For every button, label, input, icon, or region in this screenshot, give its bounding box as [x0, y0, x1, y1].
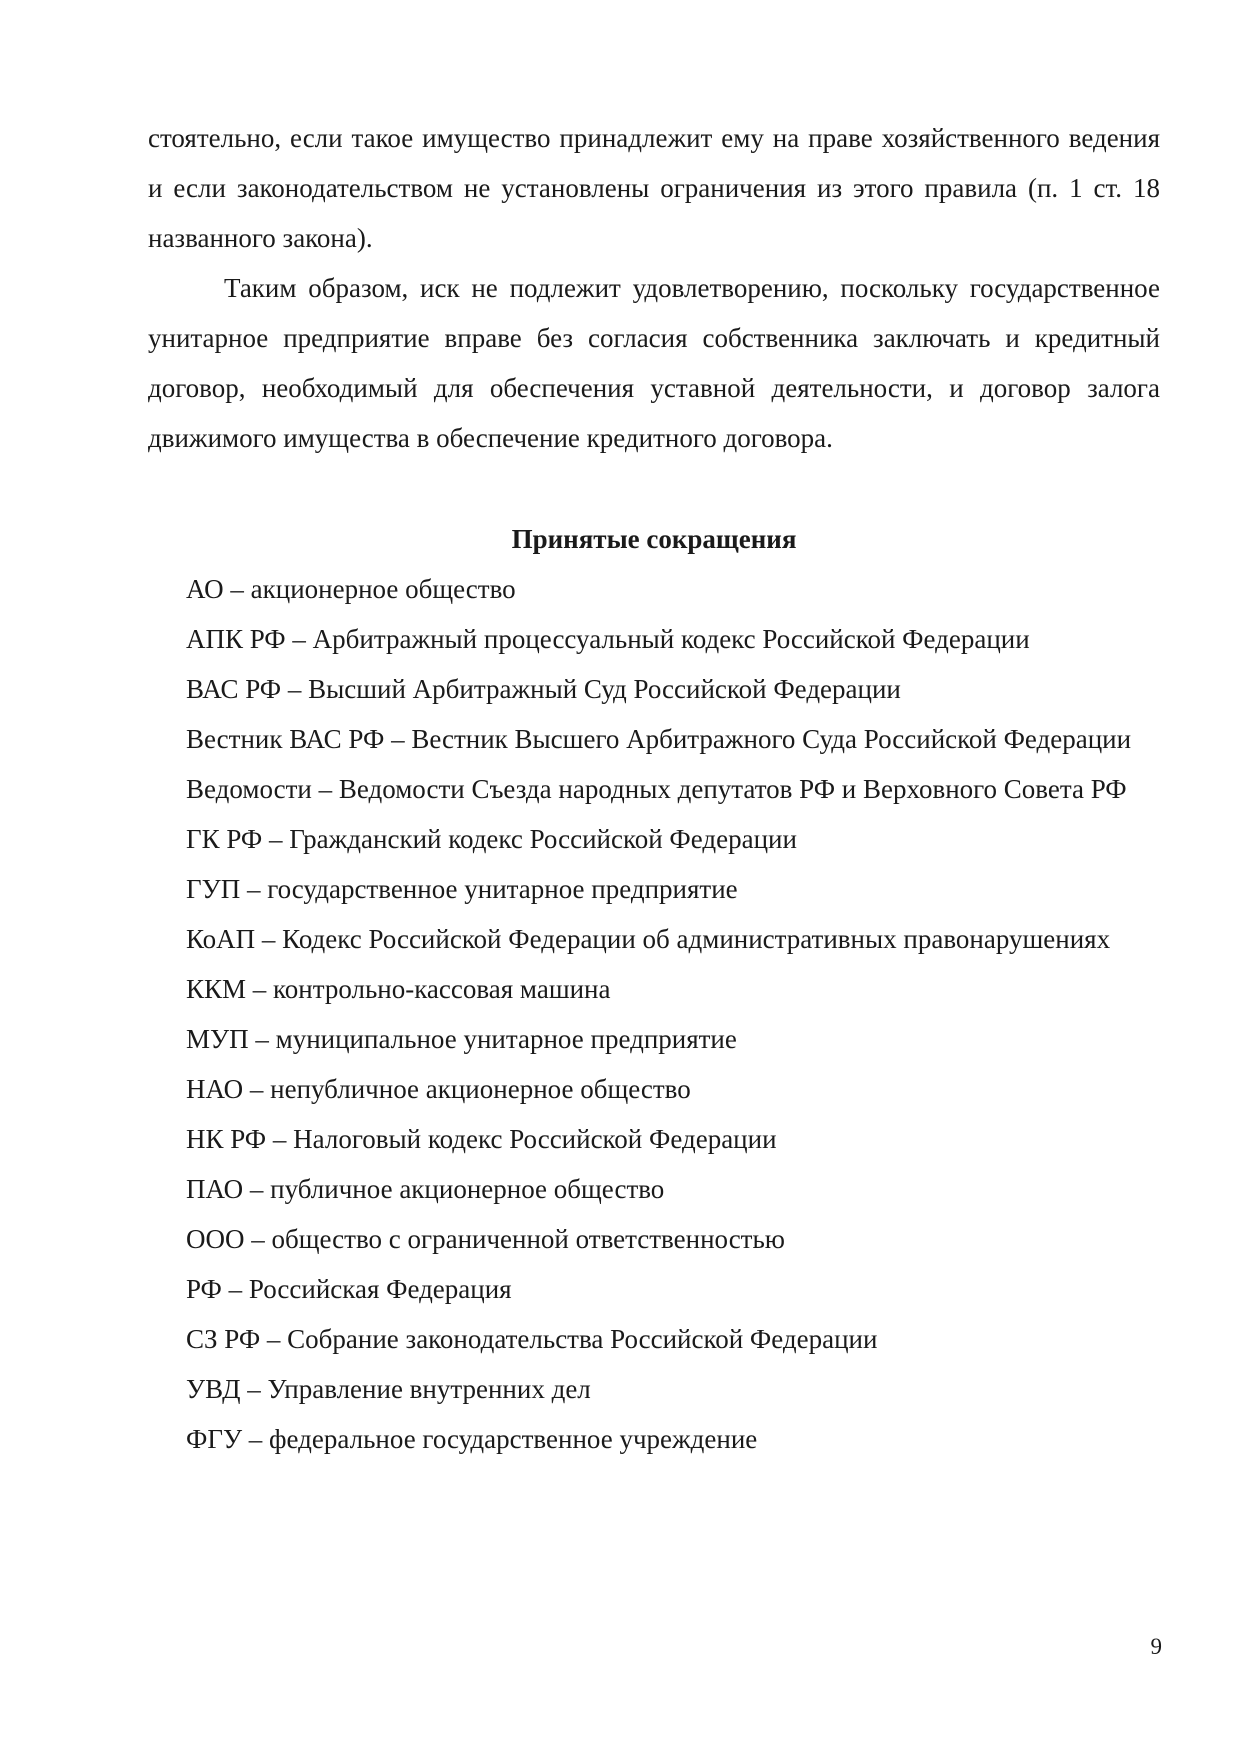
abbreviation-item: ККМ – контрольно-кассовая машина [186, 974, 611, 1004]
abbreviation-item: УВД – Управление внутренних дел [186, 1374, 591, 1404]
abbreviation-item: ООО – общество с ограниченной ответственностью [186, 1224, 785, 1254]
abbreviation-item: ГК РФ – Гражданский кодекс Российской Федерации [186, 824, 797, 854]
abbreviation-item: ГУП – государственное унитарное предприятие [186, 874, 738, 904]
abbreviations-list [148, 564, 1160, 1464]
abbreviation-item: НАО – непубличное акционерное общество [186, 1074, 691, 1104]
abbreviation-item: ФГУ – федеральное государственное учреждение [186, 1424, 758, 1454]
body-paragraph-2: Таким образом, иск не подлежит удовлетворению, поскольку государственное унитарное предприятие вправе без согласия собственника заключать и кредитный договор, необходимый для обеспечения уставной деятельности, и договор залога движимого имущества в обеспечение кредитного договора. [148, 273, 1160, 453]
abbreviation-item: ВАС РФ – Высший Арбитражный Суд Российской Федерации [186, 674, 901, 704]
abbreviation-item: СЗ РФ – Собрание законодательства Российской Федерации [186, 1324, 878, 1354]
abbreviation-item: ПАО – публичное акционерное общество [186, 1174, 665, 1204]
abbreviations-heading: Принятые сокращения [511, 524, 797, 554]
abbreviation-item: АПК РФ – Арбитражный процессуальный кодекс Российской Федерации [186, 624, 1030, 654]
abbreviation-item: КоАП – Кодекс Российской Федерации об административных правонарушениях [186, 924, 1111, 954]
abbreviation-item: АО – акционерное общество [186, 574, 516, 604]
abbreviation-item: НК РФ – Налоговый кодекс Российской Федерации [186, 1124, 777, 1154]
abbreviation-item: Ведомости – Ведомости Съезда народных депутатов РФ и Верховного Совета РФ [186, 774, 1127, 804]
page-number: 9 [1150, 1634, 1162, 1659]
abbreviation-item: РФ – Российская Федерация [186, 1274, 512, 1304]
abbreviation-item: МУП – муниципальное унитарное предприятие [186, 1024, 737, 1054]
abbreviation-item: Вестник ВАС РФ – Вестник Высшего Арбитражного Суда Российской Федерации [186, 724, 1132, 754]
body-paragraph-1: стоятельно, если такое имущество принадлежит ему на праве хозяйственного ведения и если законодательством не установлены ограничения из этого правила (п. 1 ст. 18 названного закона). [148, 123, 1160, 253]
